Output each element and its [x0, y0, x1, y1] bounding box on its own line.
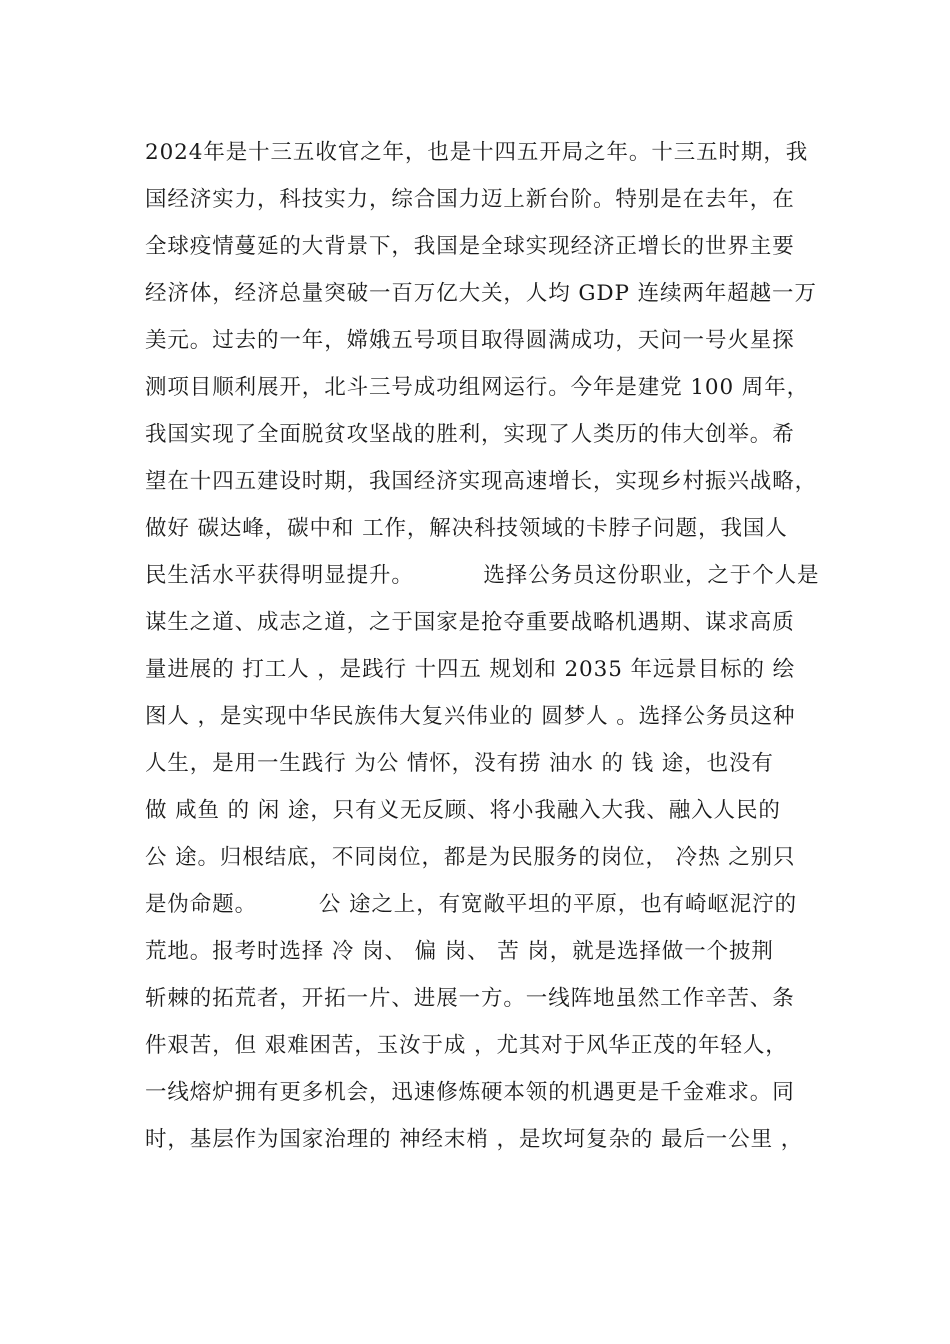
text-line: 量进展的 打工人 ，是践行 十四五 规划和 2035 年远景目标的 绘: [145, 657, 796, 682]
text-line: 我国实现了全面脱贫攻坚战的胜利，实现了人类历的伟大创举。希: [145, 422, 795, 447]
text-line: 测项目顺利展开，北斗三号成功组网运行。今年是建党 100 周年，: [145, 375, 810, 400]
text-line: 全球疫情蔓延的大背景下，我国是全球实现经济正增长的世界主要: [145, 234, 795, 259]
text-line: 是伪命题。 公 途之上，有宽敞平坦的平原，也有崎岖泥泞的: [145, 892, 798, 917]
text-line: 荒地。报考时选择 冷 岗、 偏 岗、 苦 岗，就是选择做一个披荆: [145, 939, 774, 964]
text-line: 件艰苦，但 艰难困苦，玉汝于成 ，尤其对于风华正茂的年轻人，: [145, 1033, 788, 1058]
text-line: 时，基层作为国家治理的 神经末梢 ，是坎坷复杂的 最后一公里 ，: [145, 1127, 804, 1152]
text-line: 经济体，经济总量突破一百万亿大关，人均 GDP 连续两年超越一万: [145, 281, 817, 306]
text-line: 一线熔炉拥有更多机会，迅速修炼硬本领的机遇更是千金难求。同: [145, 1080, 795, 1105]
text-line: 图人 ，是实现中华民族伟大复兴伟业的 圆梦人 。选择公务员这种: [145, 704, 796, 729]
text-line: 谋生之道、成志之道，之于国家是抢夺重要战略机遇期、谋求高质: [145, 610, 795, 635]
text-line: 望在十四五建设时期，我国经济实现高速增长，实现乡村振兴战略，: [145, 469, 818, 494]
text-line: 人生，是用一生践行 为公 情怀，没有捞 油水 的 钱 途，也没有: [145, 751, 774, 776]
text-line: 国经济实力，科技实力，综合国力迈上新台阶。特别是在去年，在: [145, 187, 795, 212]
text-line: 美元。过去的一年，嫦娥五号项目取得圆满成功，天问一号火星探: [145, 328, 795, 353]
text-line: 做 咸鱼 的 闲 途，只有义无反顾、将小我融入大我、融入人民的: [145, 798, 781, 823]
text-line: 做好 碳达峰，碳中和 工作，解决科技领域的卡脖子问题，我国人: [145, 516, 788, 541]
text-line: 斩棘的拓荒者，开拓一片、进展一方。一线阵地虽然工作辛苦、条: [145, 986, 795, 1011]
text-line: 公 途。归根结底，不同岗位，都是为民服务的岗位， 冷热 之别只: [145, 845, 796, 870]
text-line: 2024年是十三五收官之年，也是十四五开局之年。十三五时期，我: [145, 140, 809, 165]
text-line: 民生活水平获得明显提升。 选择公务员这份职业，之于个人是: [145, 563, 820, 588]
